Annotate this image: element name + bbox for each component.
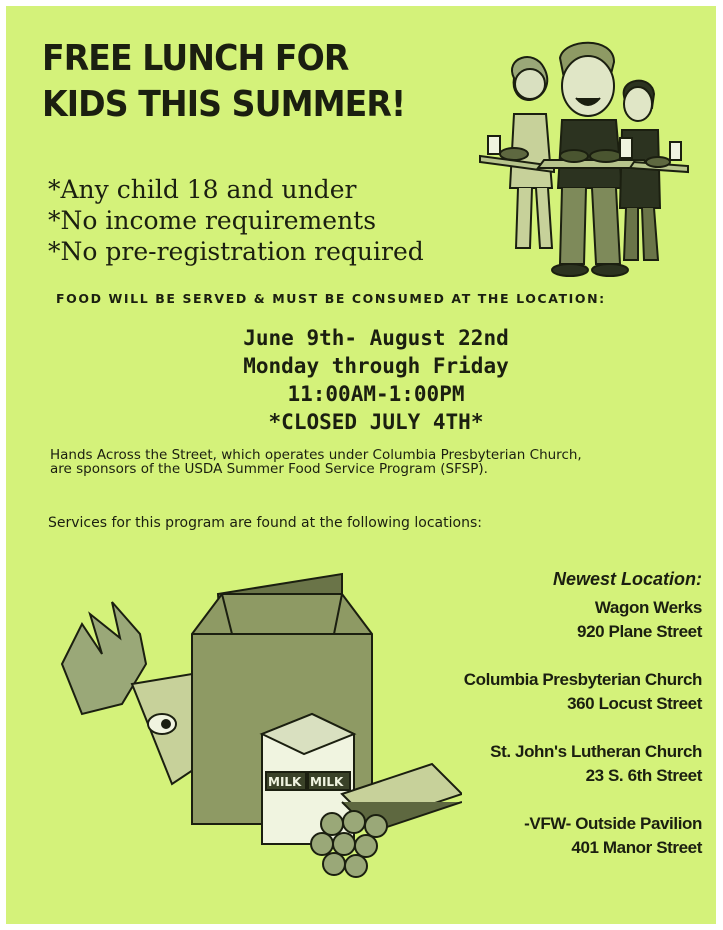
schedule-block bbox=[166, 324, 586, 436]
location-name: Columbia Presbyterian Church bbox=[463, 670, 702, 689]
location-name: St. John's Lutheran Church bbox=[490, 742, 702, 761]
location-address: 23 S. 6th Street bbox=[585, 766, 702, 785]
location-name: -VFW- Outside Pavilion bbox=[524, 814, 702, 833]
location-entry bbox=[382, 740, 702, 788]
title-line-2: KIDS THIS SUMMER! bbox=[42, 84, 406, 125]
flyer-title bbox=[42, 36, 405, 128]
kids-with-trays-illustration bbox=[474, 38, 692, 290]
sponsor-line-2: are sponsors of the USDA Summer Food Service Program (SFSP). bbox=[50, 461, 488, 477]
title-line-1: FREE LUNCH FOR bbox=[42, 38, 349, 79]
schedule-dates: June 9th- August 22nd bbox=[243, 326, 509, 350]
schedule-days: Monday through Friday bbox=[243, 354, 509, 378]
services-intro: Services for this program are found at the following locations: bbox=[48, 515, 482, 531]
location-address: 401 Manor Street bbox=[571, 838, 702, 857]
location-entry bbox=[382, 596, 702, 644]
eligibility-list bbox=[48, 174, 424, 267]
served-notice: FOOD WILL BE SERVED & MUST BE CONSUMED AT THE LOCATION: bbox=[56, 291, 606, 306]
location-name: Wagon Werks bbox=[594, 598, 702, 617]
flyer-page bbox=[6, 6, 716, 924]
location-entry bbox=[382, 812, 702, 860]
newest-location-label: Newest Location: bbox=[552, 569, 702, 589]
eligibility-item: *No income requirements bbox=[48, 206, 377, 235]
schedule-closed-note: *CLOSED JULY 4TH* bbox=[268, 410, 484, 434]
milk-label-left: MILK bbox=[268, 775, 302, 789]
schedule-hours: 11:00AM-1:00PM bbox=[287, 382, 465, 406]
sponsor-line-1: Hands Across the Street, which operates under Columbia Presbyterian Church, bbox=[50, 447, 582, 463]
location-address: 920 Plane Street bbox=[577, 622, 702, 641]
sponsor-paragraph bbox=[50, 448, 582, 476]
milk-label-right: MILK bbox=[310, 775, 344, 789]
eligibility-item: *No pre-registration required bbox=[48, 237, 424, 266]
eligibility-item: *Any child 18 and under bbox=[48, 175, 357, 204]
locations-list bbox=[382, 569, 702, 884]
location-address: 360 Locust Street bbox=[567, 694, 702, 713]
location-entry bbox=[382, 668, 702, 716]
